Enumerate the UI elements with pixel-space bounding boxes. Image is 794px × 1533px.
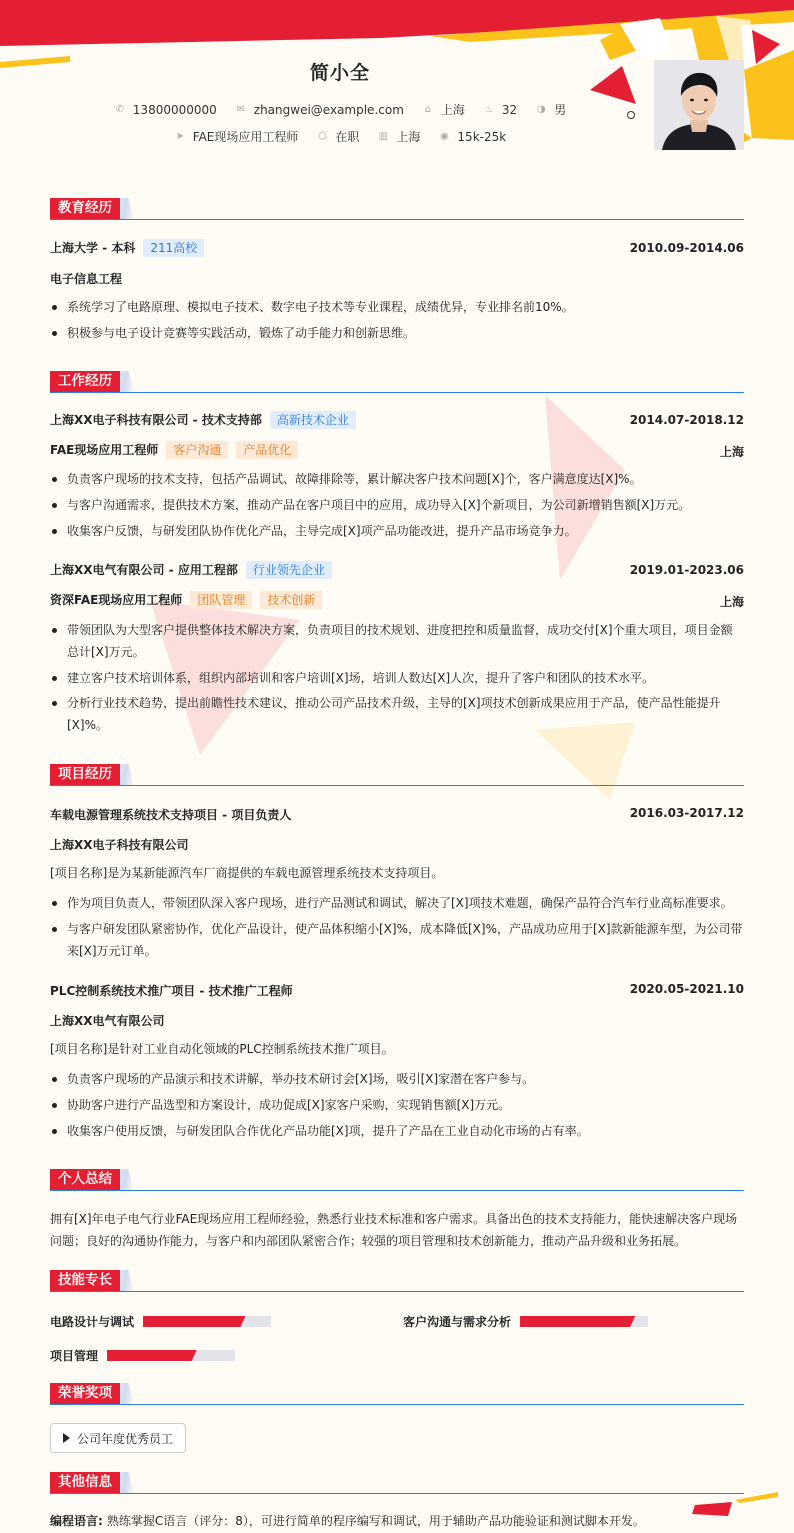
list-item: 作为项目负责人，带领团队深入客户现场，进行产品测试和调试，解决了[X]项技术难题，确保产品符合汽车行业高标准要求。	[50, 892, 744, 914]
target-city-item	[377, 128, 420, 145]
email-item	[235, 103, 404, 117]
school-tag: 211高校	[143, 239, 204, 257]
project-company: 上海XX电气有限公司	[50, 1014, 165, 1028]
section-projects	[50, 764, 744, 786]
gender-text: 男	[554, 103, 567, 117]
role-title: 资深FAE现场应用工程师	[50, 593, 183, 607]
contact-row	[0, 101, 680, 118]
work-company-header	[50, 411, 744, 429]
section-title: 个人总结	[50, 1169, 120, 1190]
send-icon: ➤	[175, 130, 184, 142]
list-item: 建立客户技术培训体系，组织内部培训和客户培训[X]场，培训人数达[X]人次，提升了客户和团队的技术水平。	[50, 667, 744, 689]
list-item: 分析行业技术趋势，提出前瞻性技术建议，推动公司产品技术升级，主导的[X]项技术创新成果应用于产品，使产品性能提升[X]%。	[50, 692, 744, 736]
role-tag: 技术创新	[260, 591, 322, 609]
award-item[interactable]	[50, 1423, 186, 1453]
section-title: 荣誉奖项	[50, 1383, 120, 1404]
city-text: 上海	[440, 103, 465, 117]
list-item: 积极参与电子设计竞赛等实践活动，锻炼了动手能力和创新思维。	[50, 322, 744, 344]
work-role-header	[50, 441, 744, 459]
other-text: 熟练掌握C语言（评分：8），可进行简单的程序编写和调试，用于辅助产品功能验证和测试脚本开发。	[106, 1514, 645, 1528]
section-awards	[50, 1383, 744, 1405]
skill-bar-fill	[520, 1316, 635, 1327]
list-item: 收集客户反馈，与研发团队协作优化产品，主导完成[X]项产品功能改进，提升产品市场竞争力。	[50, 520, 744, 542]
project-date: 2020.05-2021.10	[629, 982, 744, 996]
role-tag: 产品优化	[236, 441, 298, 459]
skill-item	[50, 1347, 235, 1364]
avatar	[654, 60, 744, 150]
list-item: 带领团队为大型客户提供整体技术解决方案，负责项目的技术规划、进度把控和质量监督，成功交付[X]个重大项目，项目金额总计[X]万元。	[50, 619, 744, 663]
building-icon: ▥	[378, 130, 389, 142]
work-location: 上海	[719, 595, 744, 609]
project-company: 上海XX电子科技有限公司	[50, 838, 189, 852]
section-education	[50, 198, 744, 220]
section-summary	[50, 1169, 744, 1191]
company-name: 上海XX电气有限公司 - 应用工程部	[50, 563, 238, 577]
skill-name: 电路设计与调试	[50, 1315, 135, 1329]
work-date: 2019.01-2023.06	[629, 563, 744, 577]
section-other	[50, 1472, 744, 1494]
home-icon: ⌂	[424, 103, 432, 115]
section-title: 技能专长	[50, 1270, 120, 1291]
project-date: 2016.03-2017.12	[629, 806, 744, 820]
project-title: 车载电源管理系统技术支持项目 - 项目负责人	[50, 808, 292, 822]
company-tag: 高新技术企业	[270, 411, 356, 429]
role-tag: 客户沟通	[166, 441, 228, 459]
skill-item	[403, 1313, 648, 1330]
city-item	[422, 101, 465, 118]
list-item: 收集客户使用反馈，与研发团队合作优化产品功能[X]项，提升了产品在工业自动化市场的占有率。	[50, 1120, 744, 1142]
age-text: 32	[501, 102, 518, 117]
school-name: 上海大学 - 本科	[50, 241, 136, 255]
project-title: PLC控制系统技术推广项目 - 技术推广工程师	[50, 984, 293, 998]
list-item: 负责客户现场的技术支持，包括产品调试、故障排除等，累计解决客户技术问题[X]个，客户满意度达[X]%。	[50, 468, 744, 490]
list-item: 协助客户进行产品选型和方案设计，成功促成[X]家客户采购，实现销售额[X]万元。	[50, 1094, 744, 1116]
education-date: 2010.09-2014.06	[629, 241, 744, 255]
project-header	[50, 806, 744, 823]
job-intent-row	[0, 128, 680, 145]
skill-item	[50, 1313, 271, 1330]
gender-item	[535, 101, 566, 118]
age-item	[483, 103, 517, 117]
phone-item	[114, 103, 217, 117]
role-tag: 团队管理	[190, 591, 252, 609]
list-item: 与客户研发团队紧密协作，优化产品设计，使产品体积缩小[X]%，成本降低[X]%，产品成功应用于[X]款新能源车型，为公司带来[X]万元订单。	[50, 918, 744, 962]
skill-bar	[520, 1316, 648, 1327]
project-description: [项目名称]是针对工业自动化领域的PLC控制系统技术推广项目。	[50, 1042, 394, 1056]
award-text: 公司年度优秀员工	[77, 1431, 174, 1446]
list-item: 系统学习了电路原理、模拟电子技术、数字电子技术等专业课程，成绩优异，专业排名前10%。	[50, 296, 744, 318]
education-header	[50, 239, 744, 257]
skill-bar-fill	[107, 1350, 197, 1361]
salary-item	[438, 130, 506, 144]
phone-text: 13800000000	[132, 102, 217, 117]
list-item: 负责客户现场的产品演示和技术讲解，举办技术研讨会[X]场，吸引[X]家潜在客户参与。	[50, 1068, 744, 1090]
status-icon: ⬡	[318, 130, 327, 142]
target-city-text: 上海	[396, 130, 421, 144]
project-header	[50, 982, 744, 999]
section-title: 项目经历	[50, 764, 120, 785]
section-title: 其他信息	[50, 1472, 120, 1493]
skill-name: 项目管理	[50, 1349, 99, 1363]
project-description: [项目名称]是为某新能源汽车厂商提供的车载电源管理系统技术支持项目。	[50, 866, 444, 880]
position-item	[174, 128, 299, 145]
status-text: 在职	[335, 130, 360, 144]
work-company-header	[50, 561, 744, 579]
play-icon	[63, 1433, 70, 1443]
work-location: 上海	[719, 445, 744, 459]
summary-text: 拥有[X]年电子电气行业FAE现场应用工程师经验，熟悉行业技术标准和客户需求。具备出色的技术支持能力，能快速解决客户现场问题；良好的沟通协作能力，与客户和内部团队紧密合作；较强的项目管理和技术创新能力，推动产品升级和业务拓展。	[50, 1212, 738, 1248]
phone-icon: ✆	[115, 103, 124, 115]
email-text: zhangwei@example.com	[253, 102, 404, 117]
coin-icon: ◉	[440, 130, 449, 142]
skill-bar-fill	[143, 1316, 245, 1327]
salary-text: 15k-25k	[457, 129, 507, 144]
work-role-header	[50, 591, 744, 609]
education-major: 电子信息工程	[50, 272, 123, 286]
position-text: FAE现场应用工程师	[192, 130, 299, 144]
skill-bar	[107, 1350, 235, 1361]
work-date: 2014.07-2018.12	[629, 413, 744, 427]
skill-bar	[143, 1316, 271, 1327]
company-tag: 行业领先企业	[246, 561, 332, 579]
company-name: 上海XX电子科技有限公司 - 技术支持部	[50, 413, 262, 427]
avatar-portrait	[654, 60, 744, 150]
section-title: 教育经历	[50, 198, 120, 219]
candidate-name: 简小全	[309, 62, 370, 84]
list-item: 与客户沟通需求，提供技术方案，推动产品在客户项目中的应用，成功导入[X]个新项目，为公司新增销售额[X]万元。	[50, 494, 744, 516]
gender-icon: ◑	[536, 103, 546, 115]
section-skills	[50, 1270, 744, 1292]
section-work	[50, 371, 744, 393]
other-label: 编程语言:	[50, 1514, 103, 1528]
mail-icon: ✉	[236, 103, 245, 115]
status-item	[316, 128, 359, 145]
role-title: FAE现场应用工程师	[50, 443, 159, 457]
other-info	[50, 1510, 744, 1532]
skill-name: 客户沟通与需求分析	[403, 1315, 512, 1329]
section-title: 工作经历	[50, 371, 120, 392]
cake-icon: ♨	[484, 103, 494, 115]
